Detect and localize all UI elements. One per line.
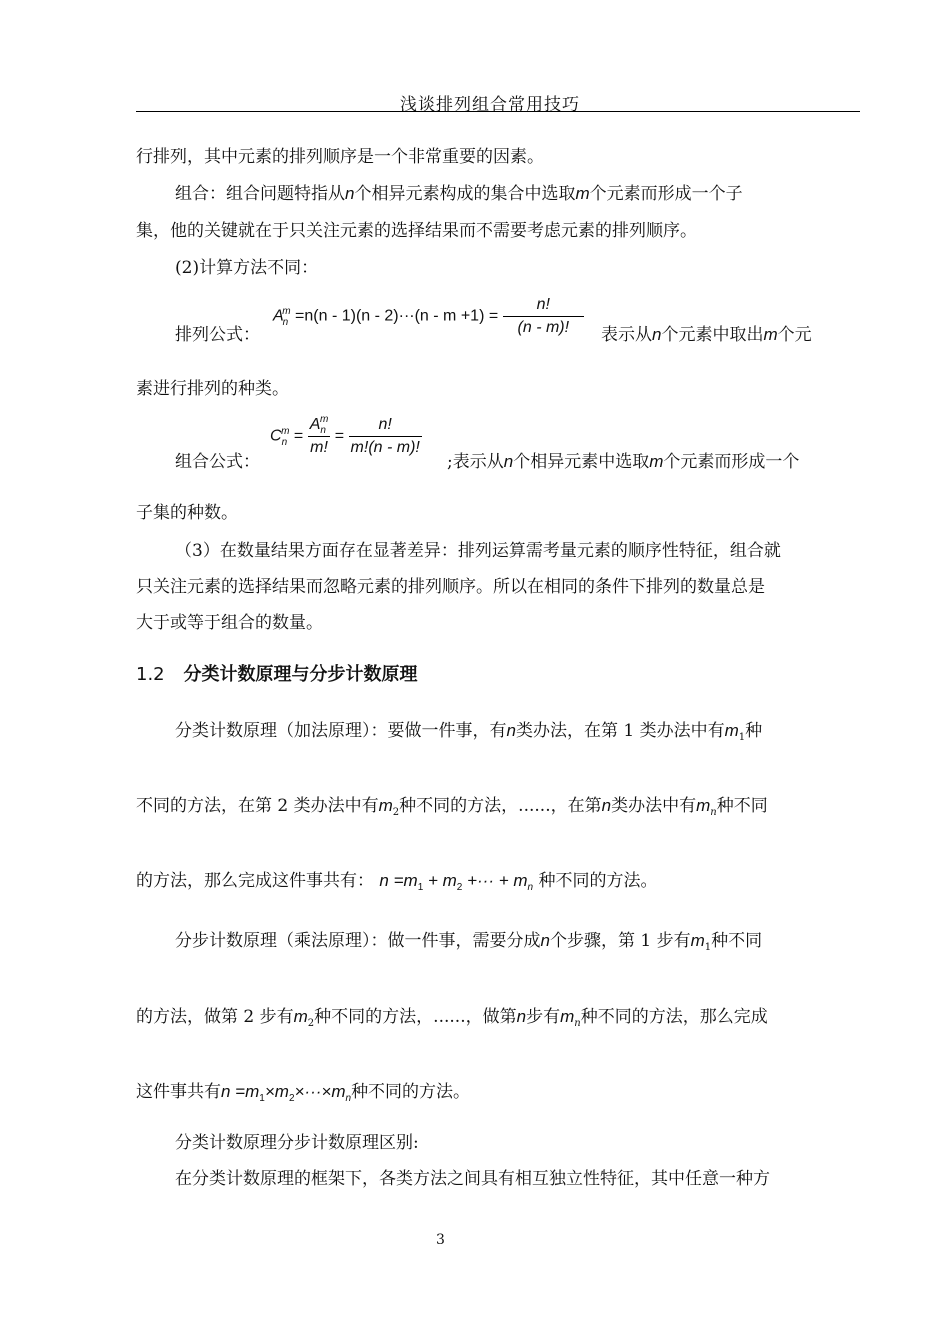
combination-description: ;表示从n个相异元素中选取m个元素而形成一个 xyxy=(447,452,800,472)
multiplication-principle-line-2: 的方法，做第 2 步有$m_2$种不同的方法，......，做第n步有$m_n$种不同的方法，那么完成 xyxy=(136,1007,768,1029)
calc-methods-label: (2)计算方法不同： xyxy=(175,258,319,278)
combination-fraction-2: $\frac{n!}{m!(n - m)!}$ xyxy=(350,416,420,456)
combination-fraction-1: $\frac{A_n^m}{m!}$ xyxy=(309,414,329,456)
combination-formula: $C_n^m$ = $\frac{A_n^m}{m!}$ = $\frac{n!}{m!(n - m)!}$ xyxy=(270,414,420,456)
difference-line-3: 大于或等于组合的数量。 xyxy=(136,613,323,633)
header-rule xyxy=(136,111,860,112)
page-number: 3 xyxy=(436,1232,445,1248)
running-header: 浅谈排列组合常用技巧 xyxy=(400,95,580,115)
permutation-formula: $A_n^m =n(n - 1)(n - 2)\cdot\cdot\cdot(n - m +1)$ = $\frac{n!}{(n - m)!}$ xyxy=(273,296,584,337)
permutation-description: 表示从n个元素中取出m个元 xyxy=(601,325,812,345)
combination-definition-line-1: 组合：组合问题特指从n个相异元素构成的集合中选取m个元素而形成一个子 xyxy=(175,184,743,204)
distinction-line: 在分类计数原理的框架下，各类方法之间具有相互独立性特征，其中任意一种方 xyxy=(175,1169,770,1189)
paragraph-line: 行排列，其中元素的排列顺序是一个非常重要的因素。 xyxy=(136,147,544,167)
difference-line-2: 只关注元素的选择结果而忽略元素的排列顺序。所以在相同的条件下排列的数量总是 xyxy=(136,577,765,597)
difference-line-1: （3）在数量结果方面存在显著差异：排列运算需考量元素的顺序性特征，组合就 xyxy=(175,541,781,561)
distinction-heading: 分类计数原理分步计数原理区别: xyxy=(175,1133,419,1153)
permutation-formula-label: 排列公式： xyxy=(175,325,260,345)
multiplication-principle-line-1: 分步计数原理（乘法原理）：做一件事，需要分成n个步骤，第 1 步有$m_1$种不同 xyxy=(175,931,763,953)
multiplication-formula: $n =m_1\times m_2\times\cdot\cdot\cdot\times m_n$ xyxy=(221,1082,352,1104)
addition-principle-line-1: 分类计数原理（加法原理）：要做一件事，有n类办法，在第 1 类办法中有$m_1$种 xyxy=(175,721,763,743)
section-heading: 1.2 分类计数原理与分步计数原理 xyxy=(136,664,418,685)
permutation-fraction: $\frac{n!}{(n - m)!}$ xyxy=(503,296,584,337)
combination-definition-line-2: 集，他的关键就在于只关注元素的选择结果而不需要考虑元素的排列顺序。 xyxy=(136,221,697,241)
combination-formula-label: 组合公式： xyxy=(175,452,260,472)
addition-principle-line-3: 的方法，那么完成这件事共有： $n =m_1 + m_2$ +··· + $m_n$ 种不同的方法。 xyxy=(136,871,658,893)
combination-description-line-2: 子集的种数。 xyxy=(136,503,238,523)
permutation-description-line-2: 素进行排列的种类。 xyxy=(136,379,289,399)
addition-formula: $n =m_1 + m_2$ +··· + $m_n$ xyxy=(379,871,534,893)
addition-principle-line-2: 不同的方法，在第 2 类办法中有$m_2$种不同的方法，......，在第n类办法中有$m_n$种不同 xyxy=(136,796,768,818)
multiplication-principle-line-3: 这件事共有$n =m_1\times m_2\times\cdot\cdot\cdot\times m_n$种不同的方法。 xyxy=(136,1082,471,1104)
